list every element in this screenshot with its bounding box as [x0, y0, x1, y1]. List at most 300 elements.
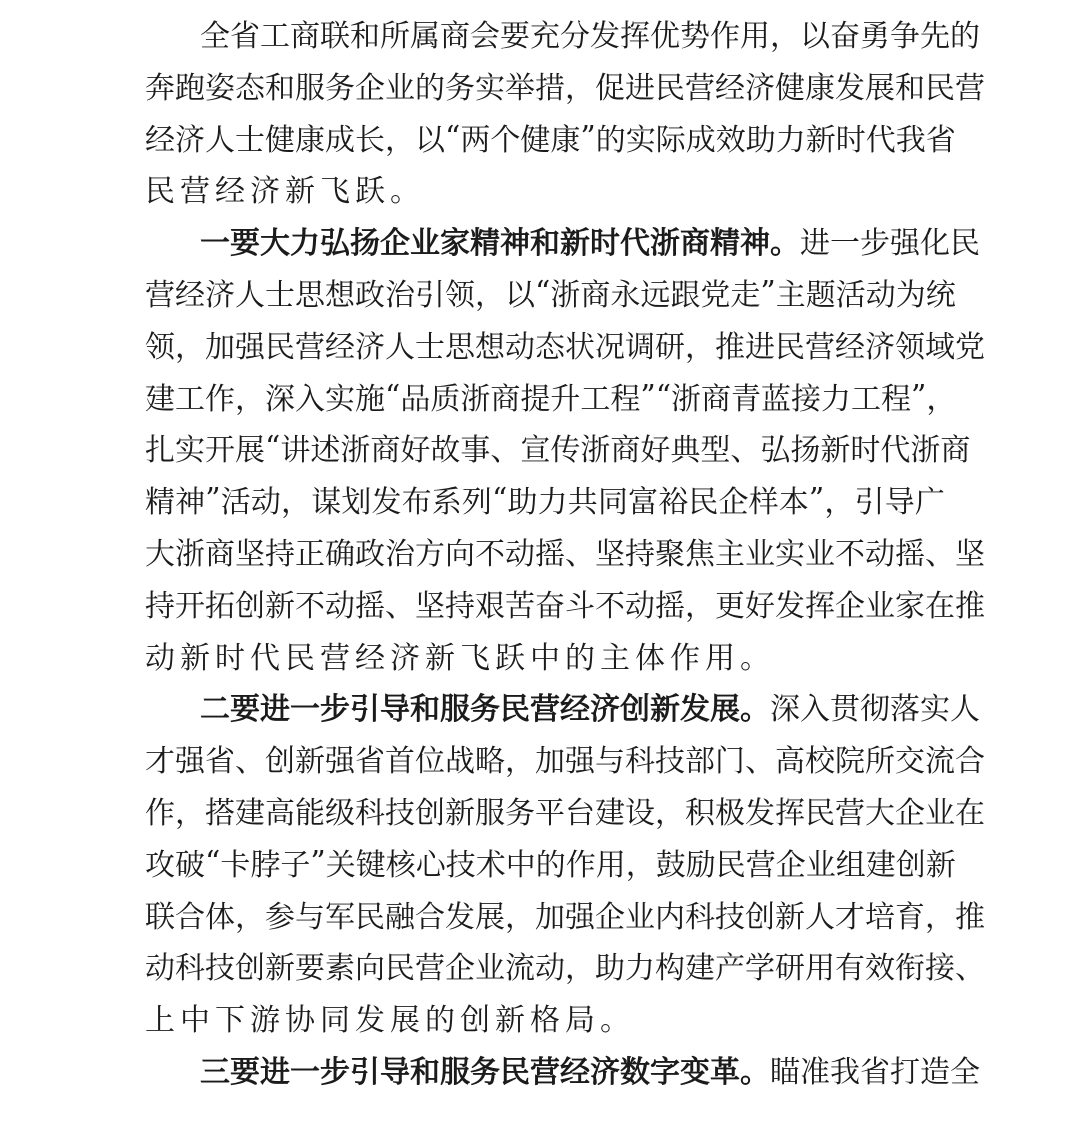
text-char: 企	[595, 900, 625, 935]
heading-char: 服	[440, 692, 470, 727]
text-char: 学	[745, 951, 775, 986]
text-char: 时	[850, 433, 881, 468]
text-char: 我	[895, 123, 926, 158]
text-char: 宣	[520, 433, 551, 468]
text-char: 上	[145, 1003, 180, 1038]
text-char: 同	[597, 485, 628, 520]
text-char: 格	[530, 1003, 565, 1038]
text-char: 实	[775, 537, 805, 572]
text-char: 跃	[495, 641, 530, 676]
text-char: ，	[565, 951, 595, 986]
text-char: 能	[295, 796, 325, 831]
text-char: 创	[235, 951, 265, 986]
text-char: 推	[955, 900, 985, 935]
heading-char: 新	[560, 226, 590, 261]
text-line	[145, 163, 945, 213]
text-char: 力	[775, 123, 806, 158]
text-char: 士	[415, 330, 445, 365]
text-char: 划	[341, 485, 372, 520]
text-char: 营	[835, 796, 865, 831]
text-char: 构	[655, 951, 685, 986]
heading-char: 。	[740, 1055, 770, 1090]
text-char: 域	[925, 330, 955, 365]
text-char: 步	[860, 226, 890, 261]
text-char: 和	[350, 19, 380, 54]
text-char: 、	[745, 744, 775, 779]
text-char: 人	[205, 123, 235, 158]
text-char: 用	[740, 19, 770, 54]
text-char: 跟	[670, 278, 701, 313]
text-char: 飞	[460, 641, 495, 676]
text-char: ，	[925, 900, 955, 935]
text-char: 神	[175, 485, 206, 520]
text-char: 持	[265, 537, 295, 572]
text-char: 统	[925, 278, 956, 313]
text-char: 新	[285, 174, 320, 209]
text-char: 建	[235, 796, 265, 831]
text-char: 摇	[895, 537, 925, 572]
text-char: 富	[628, 485, 659, 520]
text-char: 民	[715, 848, 746, 883]
text-char: 所	[380, 19, 410, 54]
text-char: 健	[775, 71, 805, 106]
text-char: 积	[685, 796, 715, 831]
text-char: 企	[445, 951, 475, 986]
text-char: 新	[425, 641, 460, 676]
text-char: 主	[775, 278, 806, 313]
text-char: 技	[445, 848, 476, 883]
text-char: 健	[265, 123, 295, 158]
text-char: 向	[355, 951, 385, 986]
text-line	[145, 889, 985, 939]
heading-char: 经	[560, 692, 590, 727]
text-char: 才	[145, 744, 175, 779]
text-char: 奋	[535, 589, 565, 624]
text-char: ，	[175, 796, 205, 831]
text-char: 工	[260, 19, 290, 54]
heading-char: 服	[440, 1055, 470, 1090]
text-char: 民	[265, 330, 295, 365]
text-char: 不	[595, 589, 625, 624]
text-char: 青	[731, 382, 762, 417]
text-char: 更	[715, 589, 745, 624]
text-char: “	[655, 378, 672, 414]
text-char: 助	[745, 123, 776, 158]
heading-char: 代	[620, 226, 650, 261]
text-char: 济	[355, 330, 385, 365]
text-char: 人	[805, 900, 835, 935]
text-line	[145, 319, 985, 369]
heading-char: 务	[470, 692, 500, 727]
text-char: 建	[865, 848, 896, 883]
text-char: 造	[920, 1055, 950, 1090]
text-char: 的	[565, 641, 600, 676]
text-char: 故	[430, 433, 461, 468]
text-char: “	[385, 378, 401, 414]
text-char: 蓝	[761, 382, 792, 417]
heading-char: 步	[320, 692, 350, 727]
text-char: 为	[895, 278, 926, 313]
text-char: 浙	[340, 433, 371, 468]
text-char: 领	[145, 330, 175, 365]
text-char: ，	[281, 485, 312, 520]
text-char: 企	[355, 71, 385, 106]
heading-char: 业	[410, 226, 440, 261]
text-char: 民	[655, 71, 685, 106]
text-char: 业	[925, 796, 955, 831]
text-char: 思	[445, 330, 475, 365]
text-char: 主	[715, 537, 745, 572]
text-char: 育	[895, 900, 925, 935]
text-char: 、	[235, 744, 265, 779]
text-line	[145, 112, 956, 162]
text-char: 家	[895, 589, 925, 624]
text-char: 苦	[505, 589, 535, 624]
text-char: 深	[265, 382, 295, 417]
text-char: 省	[925, 123, 956, 158]
text-char: 略	[475, 744, 505, 779]
text-char: 营	[415, 951, 445, 986]
heading-char: 精	[710, 226, 740, 261]
text-char: 核	[385, 848, 416, 883]
text-char: 科	[625, 744, 655, 779]
text-char: 焦	[685, 537, 715, 572]
text-char: 发	[355, 1003, 390, 1038]
heading-char: 导	[380, 1055, 410, 1090]
text-char: 动	[505, 330, 535, 365]
text-char: 商	[290, 19, 320, 54]
text-char: 新	[265, 951, 295, 986]
heading-char: 济	[590, 1055, 620, 1090]
text-char: 况	[595, 330, 625, 365]
text-char: 共	[567, 485, 598, 520]
text-char: ”	[310, 844, 326, 880]
heading-char: 。	[740, 692, 770, 727]
text-char: 效	[715, 123, 746, 158]
text-char: 民	[355, 900, 385, 935]
heading-char: 要	[230, 1055, 260, 1090]
text-char: 发	[835, 71, 865, 106]
text-char: 接	[791, 382, 822, 417]
text-char: 一	[830, 226, 860, 261]
text-char: 展	[475, 900, 505, 935]
text-char: “	[535, 274, 551, 310]
text-char: 商	[701, 382, 732, 417]
text-char: 与	[295, 900, 325, 935]
heading-char: 三	[200, 1055, 230, 1090]
text-char: 发	[590, 19, 620, 54]
text-char: 体	[635, 641, 670, 676]
heading-char: 力	[290, 226, 320, 261]
text-char: 。	[740, 641, 775, 676]
text-char: 企	[895, 796, 925, 831]
text-char: 谋	[311, 485, 342, 520]
text-char: 发	[371, 485, 402, 520]
text-char: 合	[955, 744, 985, 779]
text-char: 和	[265, 71, 295, 106]
text-char: 民	[688, 485, 719, 520]
heading-char: 要	[230, 692, 260, 727]
text-line	[200, 1044, 980, 1094]
text-char: ，	[565, 71, 595, 106]
text-char: 动	[865, 537, 895, 572]
text-char: 浙	[671, 382, 702, 417]
text-char: 健	[520, 123, 551, 158]
text-char: 际	[655, 123, 686, 158]
text-char: 党	[955, 330, 985, 365]
text-char: 分	[560, 19, 590, 54]
text-char: 工	[175, 382, 205, 417]
text-char: 创	[745, 900, 775, 935]
text-char: 广	[914, 485, 945, 520]
text-char: 励	[685, 848, 716, 883]
text-char: ，	[685, 330, 715, 365]
text-char: 坚	[955, 537, 985, 572]
text-char: 科	[175, 951, 205, 986]
text-char: 省	[205, 744, 235, 779]
text-char: 产	[715, 951, 745, 986]
text-char: 加	[205, 330, 235, 365]
text-char: 动	[145, 641, 180, 676]
text-char: 远	[640, 278, 671, 313]
text-char: 力	[537, 485, 568, 520]
text-char: 用	[805, 951, 835, 986]
text-char: 代	[880, 433, 911, 468]
text-char: 业	[475, 951, 505, 986]
text-char: 动	[865, 278, 896, 313]
text-char: 主	[600, 641, 635, 676]
text-char: 设	[625, 796, 655, 831]
text-char: 的	[415, 71, 445, 106]
text-char: 确	[325, 537, 355, 572]
text-char: 动	[625, 589, 655, 624]
text-char: 研	[655, 330, 685, 365]
text-char: 新	[180, 641, 215, 676]
text-char: 助	[595, 951, 625, 986]
text-char: 持	[445, 589, 475, 624]
text-char: 摇	[535, 537, 565, 572]
text-char: ”	[911, 378, 927, 414]
text-char: 进	[625, 71, 655, 106]
text-char: 充	[530, 19, 560, 54]
text-char: 有	[835, 951, 865, 986]
text-char: 经	[355, 641, 390, 676]
text-char: 商	[580, 278, 611, 313]
text-char: 状	[565, 330, 595, 365]
text-char: 建	[595, 796, 625, 831]
text-char: 不	[835, 537, 865, 572]
heading-char: 商	[680, 226, 710, 261]
heading-char: 时	[590, 226, 620, 261]
text-char: 事	[460, 433, 491, 468]
text-line	[145, 60, 985, 110]
text-char: 扎	[145, 433, 175, 468]
text-char: 先	[920, 19, 950, 54]
text-char: 商	[440, 19, 470, 54]
text-char: 姿	[205, 71, 235, 106]
text-char: 科	[685, 900, 715, 935]
text-char: 人	[385, 330, 415, 365]
text-char: 传	[550, 433, 581, 468]
text-char: 服	[295, 71, 325, 106]
text-char: 民	[385, 951, 415, 986]
text-char: 业	[385, 71, 415, 106]
text-char: 、	[925, 537, 955, 572]
heading-char: 展	[710, 692, 740, 727]
heading-char: 一	[200, 226, 230, 261]
text-char: 破	[175, 848, 205, 883]
text-char: 务	[445, 71, 475, 106]
heading-char: 导	[380, 692, 410, 727]
text-char: 本	[778, 485, 809, 520]
text-char: 的	[595, 123, 626, 158]
text-char: 时	[215, 641, 250, 676]
text-char: 正	[295, 537, 325, 572]
text-char: 发	[775, 589, 805, 624]
text-char: 新	[445, 796, 475, 831]
text-char: 强	[235, 330, 265, 365]
text-char: ，	[175, 330, 205, 365]
heading-char: 大	[260, 226, 290, 261]
text-char: 高	[775, 744, 805, 779]
text-char: 助	[507, 485, 538, 520]
text-char: “	[445, 119, 461, 155]
text-char: ，	[235, 900, 265, 935]
text-char: 民	[285, 641, 320, 676]
text-char: 思	[295, 278, 325, 313]
text-char: 势	[680, 19, 710, 54]
text-char: 民	[950, 226, 980, 261]
text-char: 促	[595, 71, 625, 106]
text-char: 我	[830, 1055, 860, 1090]
text-char: 开	[205, 433, 235, 468]
text-char: 营	[805, 330, 835, 365]
text-char: ”	[760, 274, 776, 310]
text-char: ，	[685, 589, 715, 624]
text-char: 动	[325, 589, 355, 624]
text-char: 进	[800, 226, 830, 261]
text-char: ，	[505, 900, 535, 935]
text-char: 商	[490, 382, 521, 417]
text-char: ，	[770, 19, 800, 54]
text-char: ”	[580, 119, 596, 155]
text-char: 、	[730, 433, 761, 468]
text-char: 联	[145, 900, 175, 935]
text-line	[145, 785, 985, 835]
text-char: 领	[445, 278, 475, 313]
text-char: 创	[895, 848, 926, 883]
text-char: 内	[655, 900, 685, 935]
text-char: 精	[145, 485, 175, 520]
text-char: 要	[500, 19, 530, 54]
text-char: 济	[205, 278, 235, 313]
text-char: 、	[490, 433, 521, 468]
text-char: 贯	[830, 692, 860, 727]
text-line	[200, 681, 980, 731]
text-char: ，	[625, 848, 656, 883]
text-line	[145, 474, 945, 524]
text-char: 飞	[320, 174, 355, 209]
text-line	[145, 992, 945, 1042]
text-char: 经	[215, 174, 250, 209]
text-char: 经	[325, 330, 355, 365]
heading-char: 一	[290, 1055, 320, 1090]
text-char: 持	[625, 537, 655, 572]
text-char: 程	[881, 382, 912, 417]
text-char: 引	[854, 485, 885, 520]
text-char: 营	[145, 278, 175, 313]
text-char: 两	[460, 123, 491, 158]
text-char: 大	[145, 537, 175, 572]
text-char: 关	[325, 848, 356, 883]
text-char: 流	[505, 951, 535, 986]
text-char: 中	[180, 1003, 215, 1038]
text-char: 技	[205, 951, 235, 986]
text-char: 展	[865, 71, 895, 106]
heading-char: 和	[530, 226, 560, 261]
text-char: 勇	[860, 19, 890, 54]
text-char: 创	[460, 1003, 495, 1038]
text-char: 。	[600, 1003, 635, 1038]
text-char: 科	[355, 796, 385, 831]
text-char: 研	[775, 951, 805, 986]
text-char: 大	[865, 796, 895, 831]
heading-char: 一	[290, 692, 320, 727]
text-char: 脖	[250, 848, 281, 883]
text-char: 强	[565, 744, 595, 779]
text-char: ，	[926, 382, 957, 417]
text-char: 子	[280, 848, 311, 883]
text-char: 衔	[895, 951, 925, 986]
text-line	[145, 267, 956, 317]
text-char: 瞄	[770, 1055, 800, 1090]
text-char: ，	[505, 744, 535, 779]
text-char: 实	[175, 433, 205, 468]
text-char: 才	[835, 900, 865, 935]
text-char: 挥	[620, 19, 650, 54]
text-char: 列	[461, 485, 492, 520]
text-char: 联	[320, 19, 350, 54]
text-char: 营	[685, 71, 715, 106]
text-char: 强	[325, 744, 355, 779]
text-char: 创	[415, 796, 445, 831]
heading-char: 。	[770, 226, 800, 261]
text-char: 建	[145, 382, 175, 417]
text-char: 商	[940, 433, 971, 468]
text-char: 协	[285, 1003, 320, 1038]
heading-char: 务	[470, 1055, 500, 1090]
text-char: 搭	[205, 796, 235, 831]
text-char: 措	[535, 71, 565, 106]
text-char: 体	[205, 900, 235, 935]
text-char: 引	[415, 278, 445, 313]
text-char: 奋	[830, 19, 860, 54]
text-char: 质	[430, 382, 461, 417]
text-char: 。	[390, 174, 425, 209]
text-char: 加	[535, 744, 565, 779]
text-char: 实	[625, 123, 656, 158]
text-char: 效	[865, 951, 895, 986]
text-char: 心	[415, 848, 446, 883]
text-char: 浙	[910, 433, 941, 468]
text-char: 术	[475, 848, 506, 883]
text-char: 导	[884, 485, 915, 520]
text-char: 想	[325, 278, 355, 313]
text-char: 展	[235, 433, 265, 468]
text-char: 务	[325, 71, 355, 106]
heading-char: 民	[500, 692, 530, 727]
text-char: 动	[505, 537, 535, 572]
